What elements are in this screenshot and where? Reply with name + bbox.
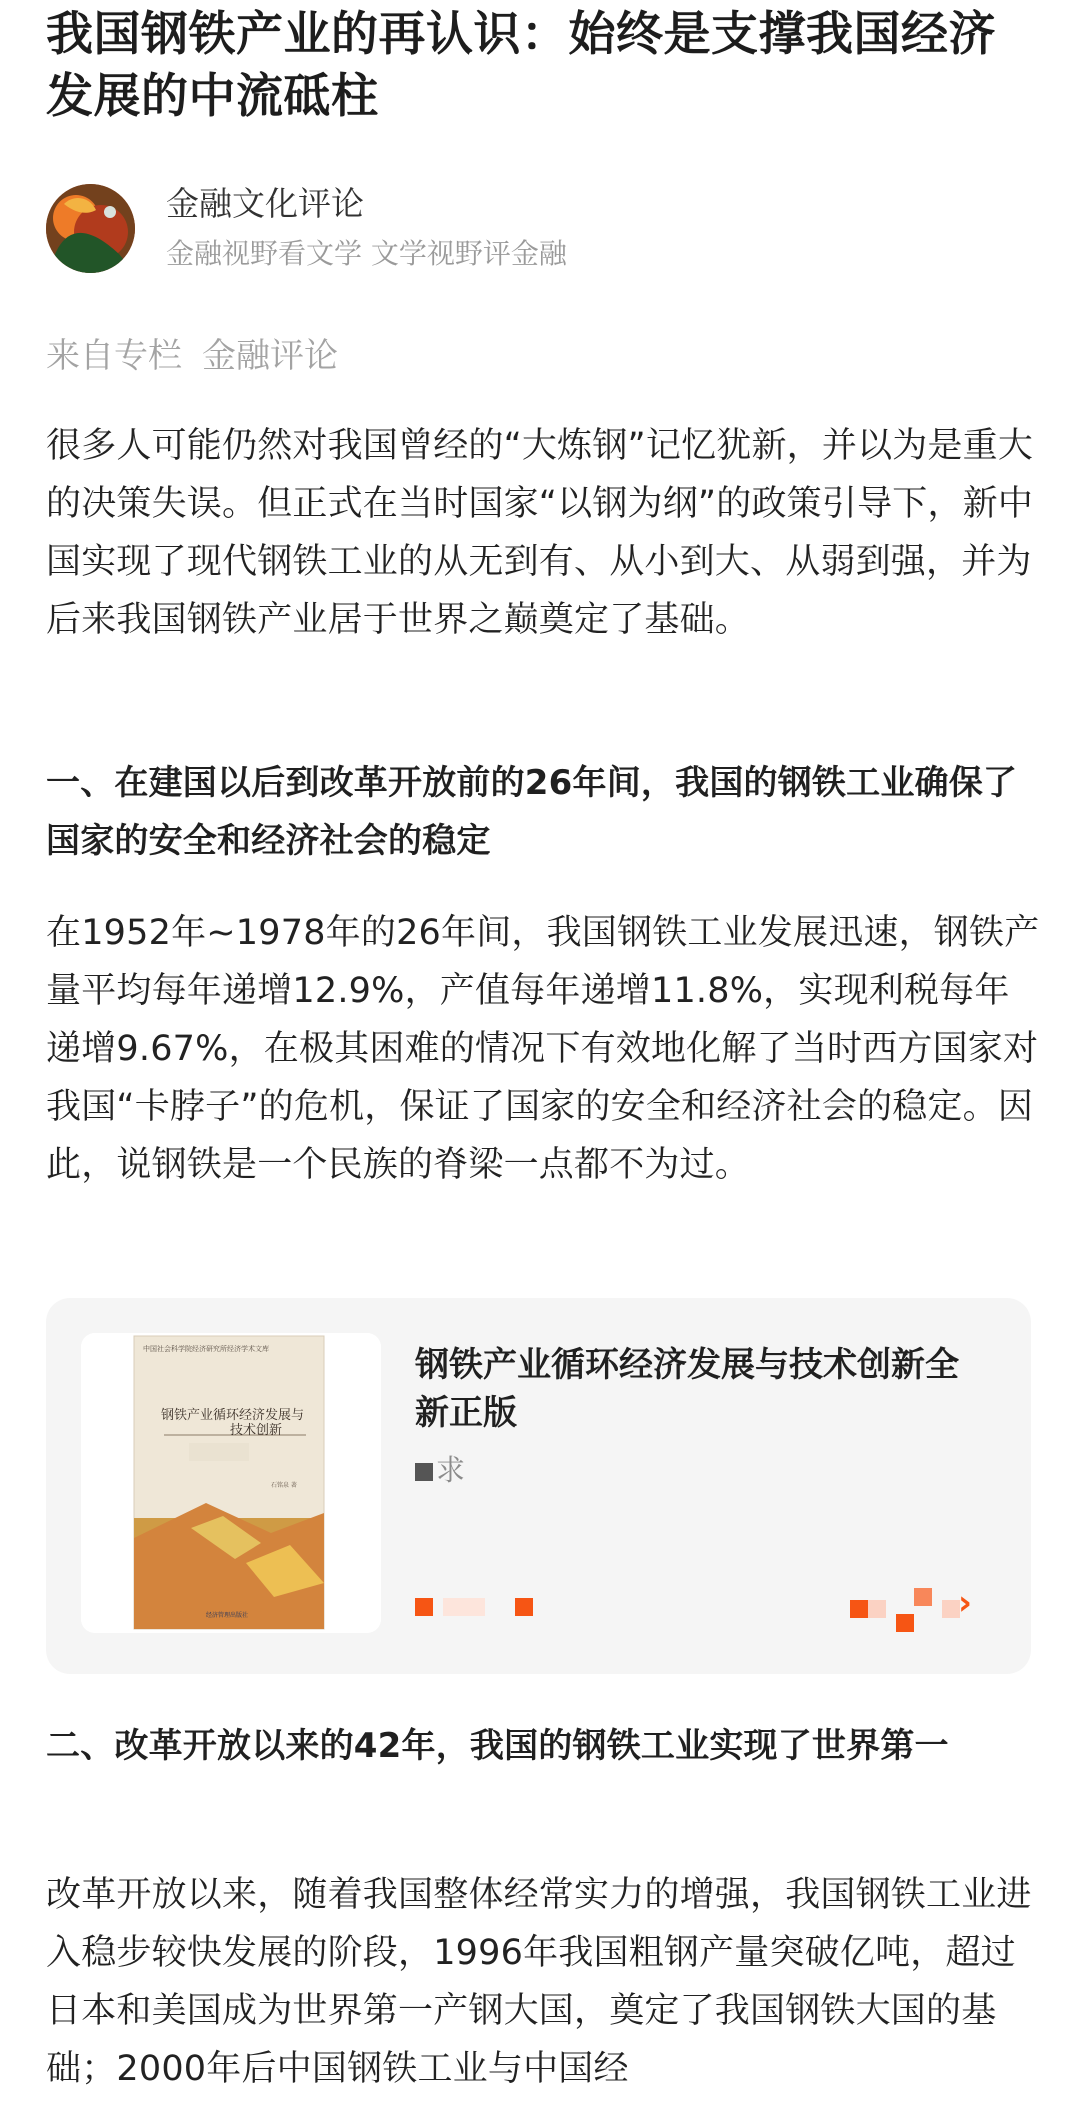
buy-dot-5 [914,1588,932,1606]
book-author-visible-text: 求 [436,1453,466,1487]
avatar-image [46,184,135,273]
cover-author-text: 石铭泉 著 [271,1482,297,1489]
price-chip-1 [415,1598,433,1616]
author-name[interactable]: 金融文化评论 [166,184,364,223]
book-price-redacted [415,1590,555,1620]
book-cover[interactable] [81,1333,381,1633]
buy-dot-3 [896,1614,914,1632]
price-chip-ghost [443,1598,485,1616]
book-author-partial [415,1452,535,1488]
section-heading-2: 二、改革开放以来的42年，我国的钢铁工业实现了世界第一 [46,1726,949,1766]
author-avatar[interactable] [46,184,135,273]
cover-title-line-2: 技术创新 [230,1423,283,1438]
book-recommendation-card[interactable] [46,1298,1031,1674]
column-prefix: 来自专栏 [46,336,182,376]
book-purchase-link[interactable] [850,1584,986,1626]
section-heading-1: 一、在建国以后到改革开放前的26年间，我国的钢铁工业确保了国家的安全和经济社会的稳定 [46,763,1018,861]
chevron-right-icon[interactable]: › [958,1583,973,1623]
column-source [46,334,646,378]
book-cover-image [81,1333,381,1633]
article-title: 我国钢铁产业的再认识：始终是支撑我国经济发展的中流砥柱 [46,7,996,124]
redaction-block [415,1463,433,1481]
price-chip-2 [515,1598,533,1616]
article-paragraph-2: 在1952年~1978年的26年间，我国钢铁工业发展迅速，钢铁产量平均每年递增12.9%，产值每年递增11.8%，实现利税每年递增9.67%，在极其困难的情况下有效地化解了当时西方国家对我国“卡脖子”的危机，保证了国家的安全和经济社会的稳定。因此，说钢铁是一个民族的脊梁一点都不为过。 [46,913,1040,1185]
cover-title-line-1: 钢铁产业循环经济发展与 [161,1408,305,1423]
cover-publisher-text: 经济管理出版社 [206,1612,249,1619]
author-description: 金融视野看文学 文学视野评金融 [166,237,567,270]
article-paragraph-1: 很多人可能仍然对我国曾经的“大炼钢”记忆犹新，并以为是重大的决策失误。但正式在当时国家“以钢为纲”的政策引导下，新中国实现了现代钢铁工业的从无到有、从小到大、从弱到强，并为后来我国钢铁产业居于世界之巅奠定了基础。 [46,426,1034,640]
cover-series-text: 中国社会科学院经济研究所经济学术文库 [143,1345,269,1353]
book-title[interactable]: 钢铁产业循环经济发展与技术创新全新正版 [415,1345,959,1433]
author-header[interactable] [46,183,1006,281]
column-link[interactable]: 金融评论 [202,336,338,376]
buy-dot-2 [868,1600,886,1618]
article-paragraph-3: 改革开放以来，随着我国整体经常实力的增强，我国钢铁工业进入稳步较快发展的阶段，1996年我国粗钢产量突破亿吨，超过日本和美国成为世界第一产钢大国，奠定了我国钢铁大国的基础；2000年后中国钢铁工业与中国经 [46,1875,1032,2089]
buy-dot-1 [850,1600,868,1618]
